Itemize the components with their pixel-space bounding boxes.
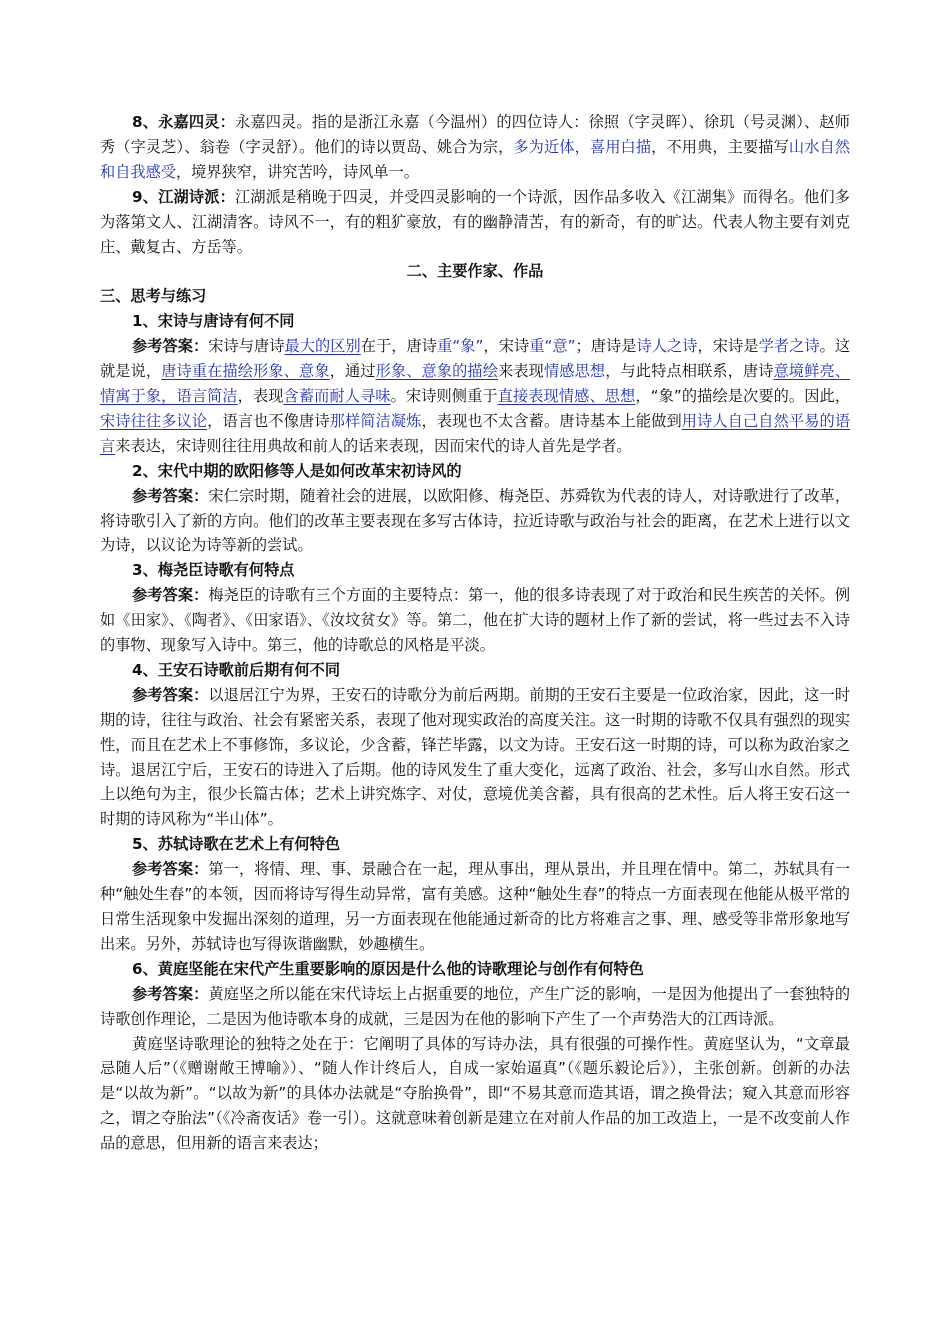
question-title: 5、苏轼诗歌在艺术上有何特色 xyxy=(132,835,341,854)
highlight-text: 那样简洁凝炼 xyxy=(329,411,422,430)
answer-text: ，“象”的描绘是次要的。因此， xyxy=(635,386,851,405)
highlight-text: 宋诗往往多议论 xyxy=(100,411,208,430)
answer-paragraph xyxy=(100,484,850,559)
question-title: 2、宋代中期的欧阳修等人是如何改革宋初诗风的 xyxy=(132,461,462,480)
question-title: 3、梅尧臣诗歌有何特点 xyxy=(132,561,295,580)
section-title-text: 三、思考与练习 xyxy=(100,287,207,306)
highlight-text: 重“象” xyxy=(437,337,484,356)
highlight-text: 诗人之诗 xyxy=(636,337,698,356)
answer-text: 宋诗与唐诗 xyxy=(208,337,285,356)
answer-text: 宋仁宗时期，随着社会的进展，以欧阳修、梅尧臣、苏舜钦为代表的诗人，对诗歌进行了改革，将诗歌引入了新的方向。他们的改革主要表现在多写古体诗，拉近诗歌与政治与社会的距离，在艺术上进行以文为诗，以议论为诗等新的尝试。 xyxy=(100,486,851,555)
answer-text: ，与此特点相联系，唐诗 xyxy=(605,362,774,381)
answer-label: 参考答案： xyxy=(132,337,209,356)
highlight-text: 情感思想 xyxy=(543,362,606,381)
answer-label: 参考答案： xyxy=(132,685,209,704)
highlight-text: 用诗人自己自然平易的语言 xyxy=(100,411,851,455)
highlight-text: 形象、意象的描绘 xyxy=(375,362,499,381)
term-label: 9、江湖诗派： xyxy=(132,187,236,206)
answer-text: 来表现 xyxy=(498,362,544,381)
question-title: 1、宋诗与唐诗有何不同 xyxy=(132,312,295,331)
answer-text: ，宋诗是 xyxy=(697,337,759,356)
section-title xyxy=(100,284,850,309)
answer-text: 。这就是说， xyxy=(100,337,851,381)
answer-text: ，宋诗 xyxy=(483,337,530,356)
answer-text: 。宋诗则侧重于 xyxy=(390,386,498,405)
answer-paragraph: 黄庭坚诗歌理论的独特之处在于：它阐明了具体的写诗办法，具有很强的可操作性。黄庭坚认为，“文章最忌随人后”（《赠谢敞王博喻》）、“随人作计终后人，自成一家始逼真”（《题乐毅论后》），主张创新。创新的办法是“以故为新”。“以故为新”的具体办法就是“夺胎换骨”，即“不易其意而造其语，谓之换骨法；窥入其意而形容之，谓之夺胎法”（《冷斋夜话》卷一引）。这就意味着创新是建立在对前人作品的加工改造上，一是不改变前人作品的意思，但用新的语言来表达； xyxy=(100,1034,850,1153)
highlight-text: 重“意” xyxy=(529,337,576,356)
answer-text: ，表现也不太含蓄。唐诗基本上能做到 xyxy=(421,411,682,430)
highlight-text: 直接表现情感、思想 xyxy=(497,386,636,405)
answer-text: ，表现 xyxy=(237,386,284,405)
answer-text: 黄庭坚之所以能在宋代诗坛上占据重要的地位，产生广泛的影响，一是因为他提出了一套独特的诗歌创作理论，二是因为他诗歌本身的成就，三是因为在他的影响下产生了一个声势浩大的江西诗派。 xyxy=(100,984,851,1028)
answer-text: ；唐诗是 xyxy=(575,337,637,356)
question-title: 6、黄庭坚能在宋代产生重要影响的原因是什么他的诗歌理论与创作有何特色 xyxy=(132,959,644,978)
answer-text: ，语言也不像唐诗 xyxy=(207,411,330,430)
answer-label: 参考答案： xyxy=(132,586,209,605)
answer-text: 梅尧臣的诗歌有三个方面的主要特点：第一，他的很多诗表现了对于政治和民生疾苦的关怀。例如《田家》、《陶者》、《田家语》、《汝坟贫女》等。第二，他在扩大诗的题材上作了新的尝试，将一些过去不入诗的事物、现象写入诗中。第三，他的诗歌总的风格是平淡。 xyxy=(100,586,851,655)
question-title: 4、王安石诗歌前后期有何不同 xyxy=(132,660,341,679)
highlight-text: 意境鲜亮、情寓于象，语言简洁 xyxy=(100,362,851,405)
highlight-text: 多为近体，喜用白描 xyxy=(513,137,652,156)
term-text: ，境界狭窄，讲究苦吟，诗风单一。 xyxy=(175,162,419,181)
answer-paragraph xyxy=(100,583,850,658)
highlight-text: 唐诗重在描绘形象、意象 xyxy=(161,362,330,381)
highlight-text: 学者之诗 xyxy=(758,337,820,356)
term-yongjia-sling xyxy=(100,110,850,185)
term-text: ，不用典，主要描写 xyxy=(651,137,789,156)
term-jianghu-school xyxy=(100,185,850,260)
answer-label: 参考答案： xyxy=(132,984,209,1003)
highlight-text: 山水自然和自我感受 xyxy=(100,137,851,181)
answer-paragraph xyxy=(100,982,850,1032)
document-page xyxy=(100,110,850,1156)
highlight-text: 含蓄而耐人寻味 xyxy=(283,386,391,405)
answer-label: 参考答案： xyxy=(132,860,209,879)
term-text: 江湖派是稍晚于四灵，并受四灵影响的一个诗派，因作品多收入《江湖集》而得名。他们多为落第文人、江湖清客。诗风不一，有的粗犷豪放，有的幽静清苦，有的新奇，有的旷达。代表人物主要有刘克庄、戴复古、方岳等。 xyxy=(100,187,850,256)
answer-text: 第一，将情、理、事、景融合在一起，理从事出，理从景出，并且理在情中。第二，苏轼具有一种“触处生春”的本领，因而将诗写得生动异常，富有美感。这种“触处生春”的特点一方面表现在他能从极平常的日常生活现象中发掘出深刻的道理，另一方面表现在他能通过新奇的比方将难言之事、理、感受等非常形象地写出来。另外，苏轼诗也写得诙谐幽默，妙趣横生。 xyxy=(100,860,851,953)
term-text: 永嘉四灵。指的是浙江永嘉（今温州）的四位诗人：徐照（字灵晖）、徐玑（号灵渊）、赵师秀（字灵芝）、翁卷（字灵舒）。他们的诗以贾岛、姚合为宗， xyxy=(100,113,850,156)
answer-text: 以退居江宁为界，王安石的诗歌分为前后两期。前期的王安石主要是一位政治家，因此，这一时期的诗，往往与政治、社会有紧密关系，表现了他对现实政治的高度关注。这一时期的诗歌不仅具有强烈的现实性，而且在艺术上不事修饰，多议论，少含蓄，锋芒毕露，以文为诗。王安石这一时期的诗，可以称为政治家之诗。退居江宁后，王安石的诗进入了后期。他的诗风发生了重大变化，远离了政治、社会，多写山水自然。形式上以绝句为主，很少长篇古体；艺术上讲究炼字、对仗，意境优美含蓄，具有很高的艺术性。后人将王安石这一时期的诗风称为“半山体”。 xyxy=(100,685,851,829)
term-label: 8、永嘉四灵： xyxy=(132,113,236,131)
answer-paragraph xyxy=(100,334,850,459)
answer-text: 来表达，宋诗则往往用典故和前人的话来表现，因而宋代的诗人首先是学者。 xyxy=(115,436,632,455)
answer-paragraph xyxy=(100,683,850,832)
highlight-text: 最大的区别 xyxy=(284,337,361,356)
answer-text: ，通过 xyxy=(329,362,376,381)
answer-paragraph xyxy=(100,857,850,957)
answer-text: 在于，唐诗 xyxy=(360,337,438,356)
answer-label: 参考答案： xyxy=(132,486,209,505)
section-title: 二、主要作家、作品 xyxy=(406,262,544,281)
